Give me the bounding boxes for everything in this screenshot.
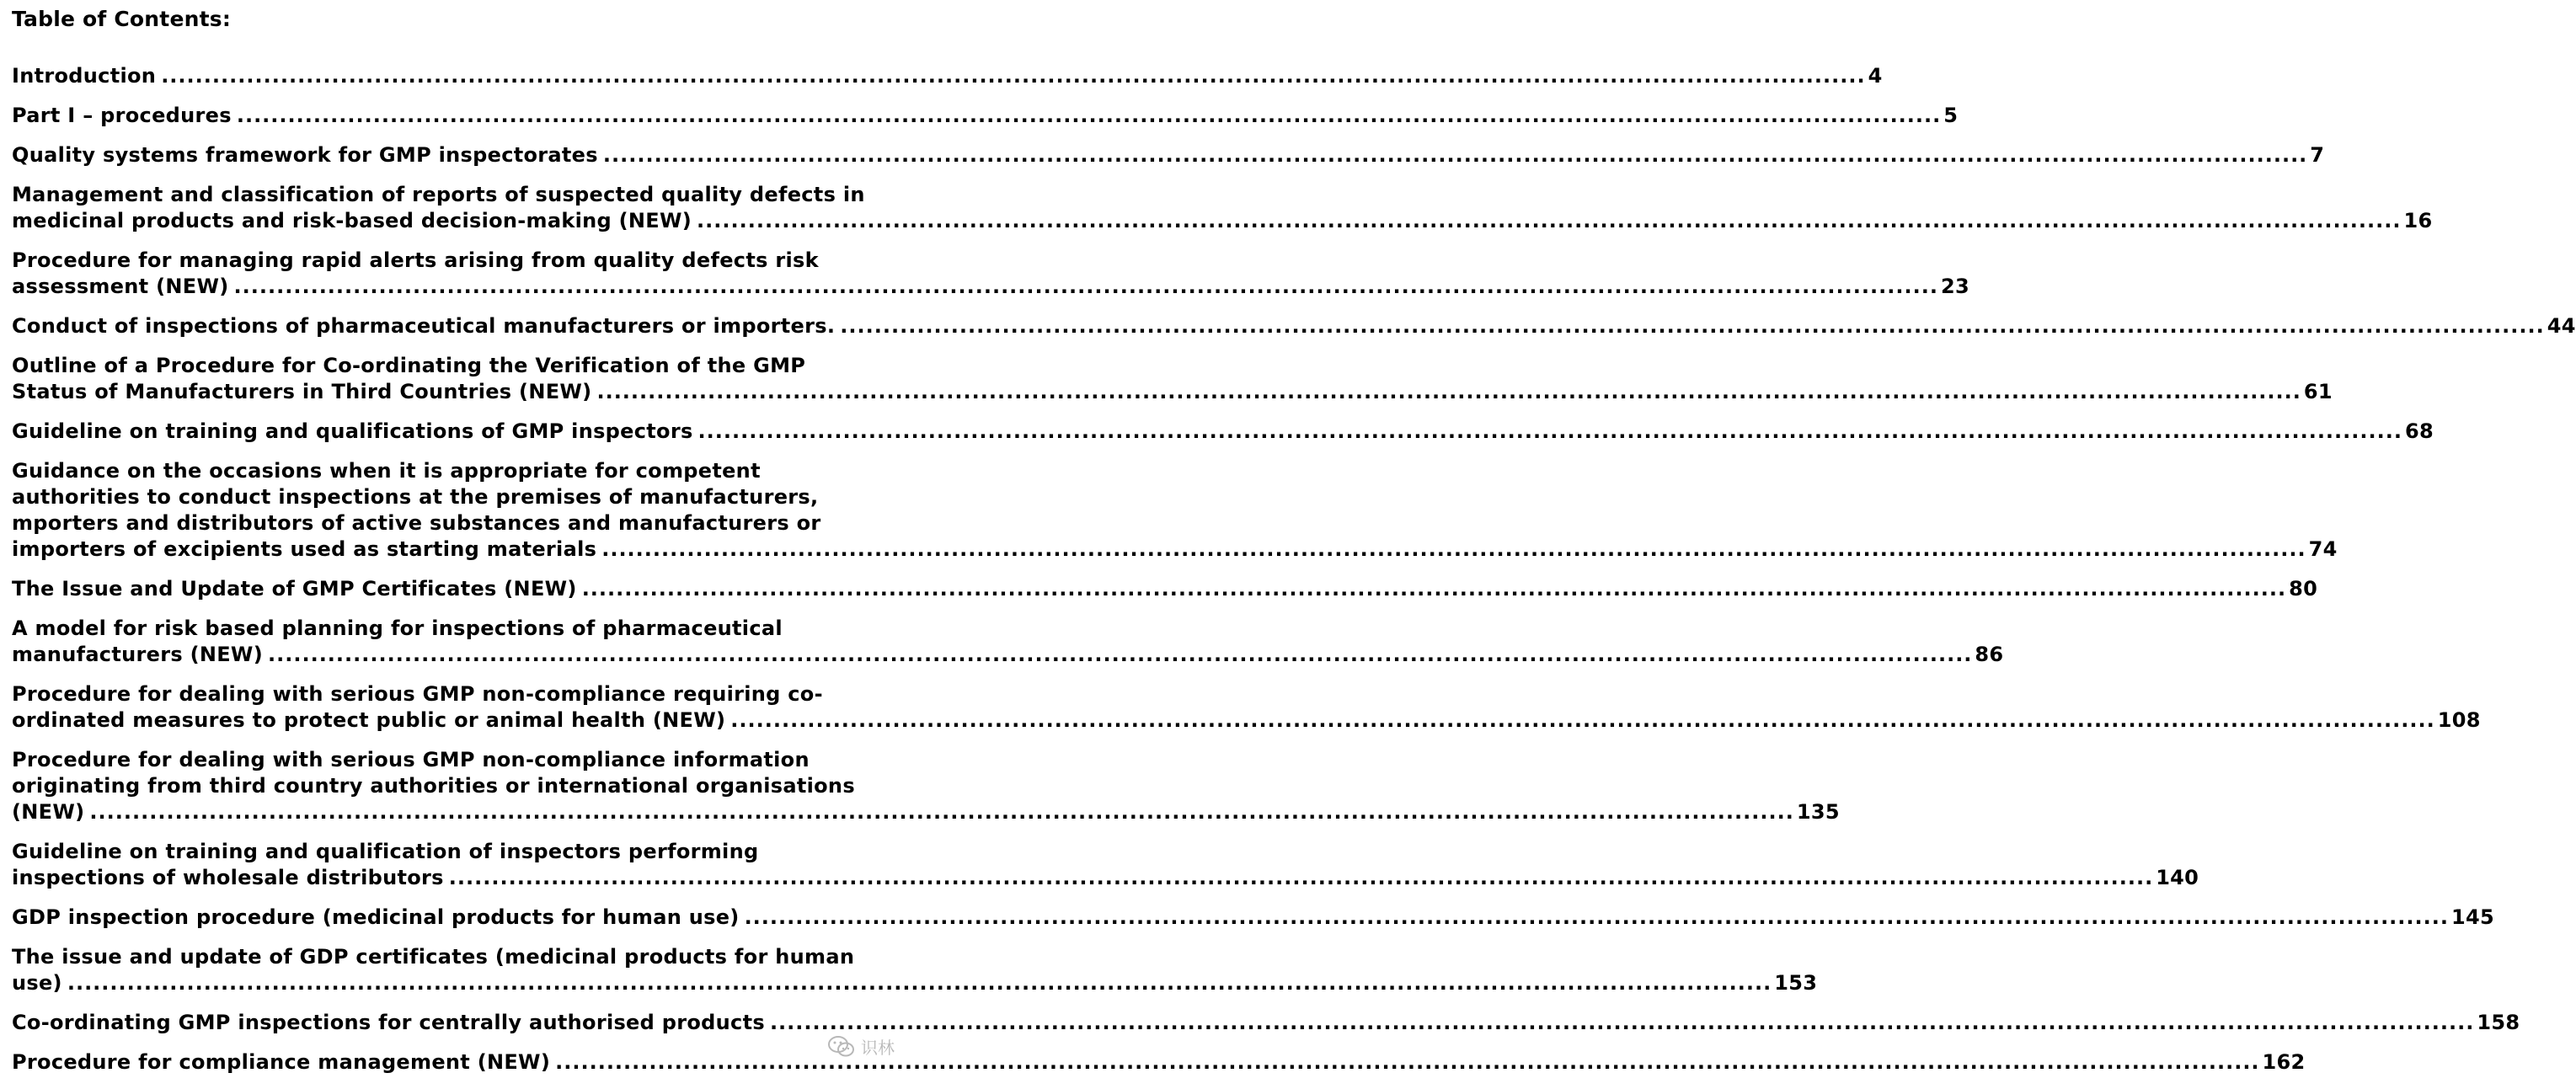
toc-entry-text-line: manufacturers (NEW) xyxy=(12,643,263,666)
toc-title: Table of Contents: xyxy=(12,7,232,31)
watermark xyxy=(827,1034,895,1059)
wechat-icon xyxy=(827,1035,856,1059)
toc-entry[interactable] xyxy=(12,576,2318,602)
toc-entry[interactable] xyxy=(12,1049,2306,1076)
toc-entry[interactable] xyxy=(12,681,2481,734)
toc-entry-text-line: A model for risk based planning for inspections of pharmaceutical xyxy=(12,617,783,640)
dot-leader xyxy=(730,707,2434,734)
dot-leader xyxy=(449,865,2153,891)
page-number: 23 xyxy=(1940,275,1969,298)
page-number: 61 xyxy=(2303,380,2333,403)
toc-entry-text-line: ordinated measures to protect public or animal health (NEW) xyxy=(12,708,726,732)
toc-entry-text-line: Status of Manufacturers in Third Countries (NEW) xyxy=(12,380,592,403)
toc-entry-text-line: The issue and update of GDP certificates (medicinal products for human xyxy=(12,945,855,969)
page-number: 145 xyxy=(2451,905,2494,929)
toc-entry[interactable] xyxy=(12,616,2004,668)
toc-entry-last-line xyxy=(12,970,1818,996)
toc-entry-text-line: Procedure for dealing with serious GMP non-compliance information xyxy=(12,748,810,771)
toc-entry-text-line: (NEW) xyxy=(12,800,85,824)
toc-entry-text-line: GDP inspection procedure (medicinal products for human use) xyxy=(12,905,740,929)
toc-entry-text-line: use) xyxy=(12,971,62,995)
toc-entry-text-line: The Issue and Update of GMP Certificates (NEW) xyxy=(12,577,577,601)
page-number: 7 xyxy=(2310,143,2325,167)
toc-entry-text-line: Conduct of inspections of pharmaceutical manufacturers or importers. xyxy=(12,314,836,338)
document-page xyxy=(12,0,2576,1089)
page-number: 86 xyxy=(1975,643,2004,666)
toc-entry-text-line: Guideline on training and qualification of inspectors performing xyxy=(12,840,759,863)
toc-entry-text-line: authorities to conduct inspections at the premises of manufacturers, xyxy=(12,485,819,509)
toc-entry[interactable] xyxy=(12,63,1883,89)
toc-list xyxy=(12,63,2576,1076)
toc-entry-last-line xyxy=(12,576,2318,602)
watermark-text: 识林 xyxy=(861,1038,895,1058)
dot-leader xyxy=(89,799,1793,825)
toc-entry[interactable] xyxy=(12,419,2434,445)
toc-entry-last-line xyxy=(12,799,1840,825)
toc-entry-last-line xyxy=(12,274,1969,300)
dot-leader xyxy=(697,208,2401,234)
toc-entry-text-line: medicinal products and risk-based decision-making (NEW) xyxy=(12,209,692,232)
toc-entry-last-line xyxy=(12,103,1959,129)
dot-leader xyxy=(840,313,2544,339)
toc-entry-last-line xyxy=(12,536,2338,563)
toc-entry-text-line: Part I – procedures xyxy=(12,104,232,127)
toc-entry-last-line xyxy=(12,379,2333,405)
toc-entry[interactable] xyxy=(12,142,2325,168)
page-number: 140 xyxy=(2156,866,2199,889)
toc-entry-text-line: Procedure for compliance management (NEW) xyxy=(12,1050,551,1074)
toc-entry[interactable] xyxy=(12,944,1818,996)
dot-leader xyxy=(603,142,2307,168)
toc-entry-last-line xyxy=(12,63,1883,89)
toc-entry-text-line: Introduction xyxy=(12,64,157,88)
page-number: 80 xyxy=(2289,577,2318,601)
toc-entry[interactable] xyxy=(12,1010,2520,1036)
dot-leader xyxy=(770,1010,2474,1036)
toc-entry-text-line: mporters and distributors of active substances and manufacturers or xyxy=(12,511,821,535)
page-number: 158 xyxy=(2477,1011,2520,1034)
toc-entry-text-line: originating from third country authorities or international organisations xyxy=(12,774,855,798)
dot-leader xyxy=(596,379,2301,405)
toc-entry[interactable] xyxy=(12,182,2433,234)
dot-leader xyxy=(268,642,1972,668)
page-number: 44 xyxy=(2547,314,2576,338)
toc-entry-last-line xyxy=(12,707,2481,734)
page-number: 16 xyxy=(2403,209,2433,232)
dot-leader xyxy=(745,905,2449,931)
toc-entry[interactable] xyxy=(12,313,2576,339)
toc-entry-text-line: Outline of a Procedure for Co-ordinating the Verification of the GMP xyxy=(12,354,806,377)
toc-entry-last-line xyxy=(12,313,2576,339)
toc-entry[interactable] xyxy=(12,458,2338,563)
toc-entry-text-line: importers of excipients used as starting materials xyxy=(12,537,597,561)
dot-leader xyxy=(601,536,2306,563)
page-number: 153 xyxy=(1774,971,1818,995)
dot-leader xyxy=(234,274,1938,300)
page-number: 68 xyxy=(2404,419,2434,443)
toc-entry[interactable] xyxy=(12,839,2199,891)
toc-entry[interactable] xyxy=(12,353,2333,405)
page-number: 135 xyxy=(1796,800,1840,824)
page-number: 108 xyxy=(2437,708,2481,732)
page-number: 4 xyxy=(1868,64,1883,88)
toc-entry-text-line: Management and classification of reports of suspected quality defects in xyxy=(12,183,865,206)
toc-entry-text-line: inspections of wholesale distributors xyxy=(12,866,444,889)
toc-entry[interactable] xyxy=(12,248,1969,300)
dot-leader xyxy=(555,1049,2259,1076)
toc-entry-text-line: Quality systems framework for GMP inspectorates xyxy=(12,143,598,167)
dot-leader xyxy=(698,419,2402,445)
toc-entry[interactable] xyxy=(12,747,1840,825)
toc-entry-last-line xyxy=(12,208,2433,234)
toc-entry-text-line: assessment (NEW) xyxy=(12,275,229,298)
toc-entry-last-line xyxy=(12,142,2325,168)
toc-entry-last-line xyxy=(12,642,2004,668)
toc-entry-last-line xyxy=(12,865,2199,891)
toc-entry[interactable] xyxy=(12,905,2494,931)
dot-leader xyxy=(67,970,1772,996)
dot-leader xyxy=(161,63,1865,89)
page-number: 5 xyxy=(1943,104,1959,127)
dot-leader xyxy=(237,103,1941,129)
page-number: 74 xyxy=(2308,537,2338,561)
toc-entry-text-line: Procedure for dealing with serious GMP non-compliance requiring co- xyxy=(12,682,823,706)
toc-entry-text-line: Co-ordinating GMP inspections for centrally authorised products xyxy=(12,1011,765,1034)
toc-entry-last-line xyxy=(12,905,2494,931)
page-number: 162 xyxy=(2262,1050,2306,1074)
toc-entry-last-line xyxy=(12,1010,2520,1036)
dot-leader xyxy=(582,576,2286,602)
toc-entry[interactable] xyxy=(12,103,1959,129)
toc-entry-last-line xyxy=(12,1049,2306,1076)
toc-entry-text-line: Procedure for managing rapid alerts arising from quality defects risk xyxy=(12,248,819,272)
toc-entry-text-line: Guideline on training and qualifications of GMP inspectors xyxy=(12,419,693,443)
toc-entry-text-line: Guidance on the occasions when it is appropriate for competent xyxy=(12,459,761,483)
toc-entry-last-line xyxy=(12,419,2434,445)
